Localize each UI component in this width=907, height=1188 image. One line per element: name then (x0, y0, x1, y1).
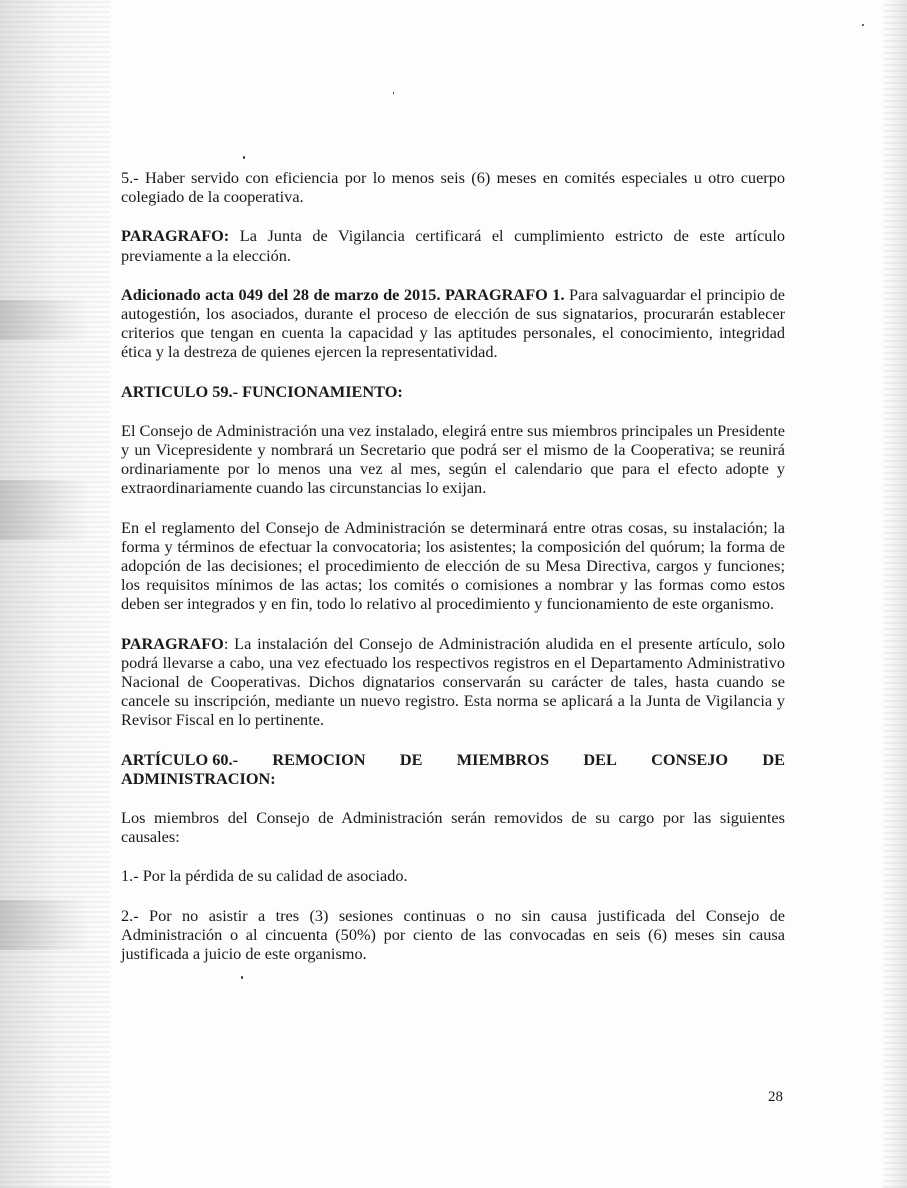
article-59-paragraph-2: En el reglamento del Consejo de Administración se determinará entre otras cosas, su instalación; la forma y términos de efectuar la convocatoria; los asistentes; la composición del quórum; la forma de adopción de las decisiones; el procedimiento de elección de su Mesa Directiva, cargos y funciones; los requisitos mínimos de las actas; los comités o comisiones a nombrar y las formas como estos deben ser integrados y en fin, todo lo relativo al procedimiento y funcionamiento de este organismo. (121, 517, 785, 614)
heading-word: CONSEJO (651, 749, 729, 769)
article-59-heading: ARTICULO 59.- FUNCIONAMIENTO: (121, 381, 403, 401)
scan-speck (393, 92, 394, 94)
scan-band (0, 300, 90, 340)
paragrafo-vigilancia (121, 226, 785, 264)
scan-band (0, 900, 90, 950)
paragrafo-text: : La instalación del Consejo de Administración aludida en el presente artículo, solo podrá llevarse a cabo, una vez efectuado los respectivos registros en el Departamento Administrativo Nacional de Cooperativas. Dichos dignatarios conservarán su carácter de tales, hasta cuando se cancele su inscripción, mediante un nuevo registro. Esta norma se aplicará a la Junta de Vigilancia y Revisor Fiscal en lo pertinente. (121, 633, 785, 730)
article-60-heading-line-2: ADMINISTRACION: (121, 768, 276, 788)
article-60-item-1: 1.- Por la pérdida de su calidad de asociado. (121, 866, 408, 886)
heading-word: REMOCION (272, 749, 366, 769)
paragrafo-text: La Junta de Vigilancia certificará el cumplimiento estricto de este artículo previamente a la elección. (121, 226, 785, 265)
paragrafo-instalacion (121, 634, 785, 730)
scan-band (0, 480, 90, 540)
heading-word: DE (399, 749, 423, 769)
heading-word: ARTÍCULO 60.- (121, 749, 239, 769)
article-59-paragraph-1: El Consejo de Administración una vez instalado, elegirá entre sus miembros principales un Presidente y un Vicepresidente y nombrará un Secretario que podrá ser el mismo de la Cooperativa; se reunirá ordinariamente por lo menos una vez al mes, según el calendario que para el efecto adopte y extraordinariamente cuando las circunstancias lo exijan. (121, 420, 785, 498)
heading-word: DE (762, 749, 785, 769)
adicionado-text: Para salvaguardar el principio de autogestión, los asociados, durante el proceso de elección de sus signatarios, procurarán establecer criterios que tengan en cuenta la capacidad y las aptitudes personales, el conocimiento, integridad ética y la destreza de quienes ejercen la representatividad. (121, 284, 785, 362)
adicionado-label: Adicionado acta 049 del 28 de marzo de 2015. PARAGRAFO 1. (121, 284, 565, 304)
paragrafo-label: PARAGRAFO (121, 633, 224, 653)
heading-word: MIEMBROS (456, 749, 550, 769)
item-5: 5.- Haber servido con eficiencia por lo menos seis (6) meses en comités especiales u otro cuerpo colegiado de la cooperativa. (121, 168, 785, 207)
document-body (121, 168, 785, 983)
scan-shadow-left (0, 0, 110, 1188)
article-60-paragraph-1: Los miembros del Consejo de Administración serán removidos de su cargo por las siguientes causales: (121, 808, 785, 847)
page-number: 28 (768, 1089, 783, 1105)
paragrafo-adicionado (121, 285, 785, 362)
article-60-item-2: 2.- Por no asistir a tres (3) sesiones continuas o no sin causa justificada del Consejo de Administración o al cincuenta (50%) por ciento de las convocadas en seis (6) meses sin causa justificada a juicio de este organismo. (121, 905, 785, 964)
paragrafo-label: PARAGRAFO: (121, 226, 230, 246)
article-60-heading (121, 750, 785, 788)
heading-word: DEL (583, 749, 617, 769)
scan-speck (243, 156, 245, 159)
article-60-heading-line-1 (121, 750, 785, 769)
scan-speck (862, 24, 864, 26)
scan-shadow-right (883, 0, 907, 1188)
